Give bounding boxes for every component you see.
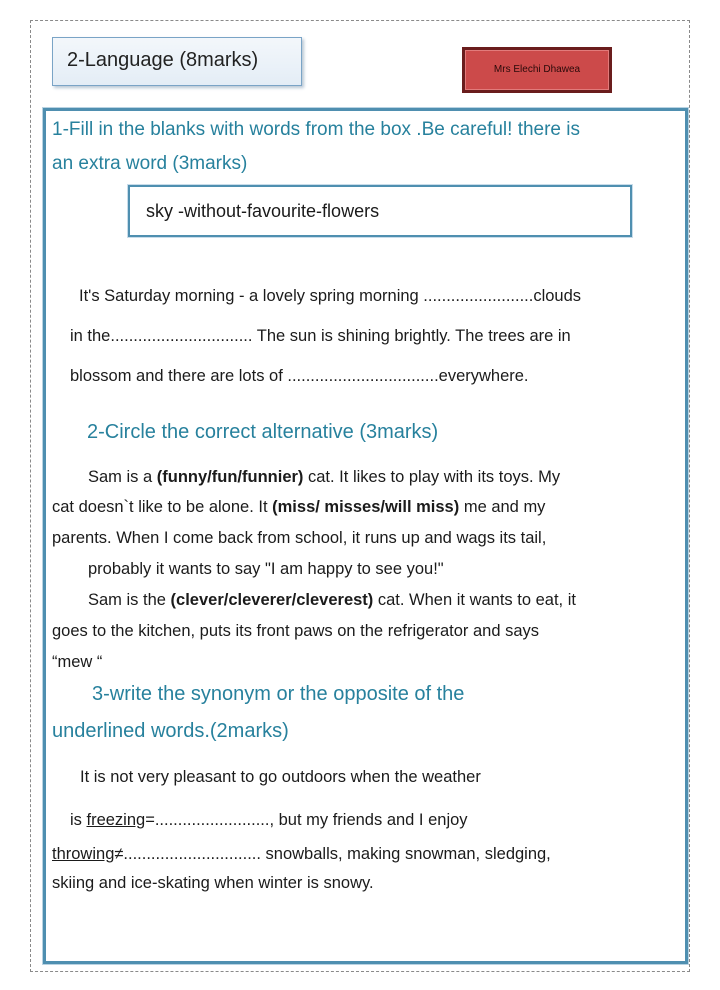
exercise2-line-7: “mew “: [52, 653, 103, 671]
text: ≠.............................. snowballs, making snowman, sledging,: [114, 845, 551, 863]
exercise1-line-2: in the............................... The sun is shining brightly. The trees are in: [70, 327, 571, 345]
underlined-word-freezing: freezing: [86, 811, 146, 829]
exercise1-heading-line1: 1-Fill in the blanks with words from the box .Be careful! there is: [52, 119, 581, 140]
exercise2-line-3: parents. When I come back from school, it runs up and wags its tail,: [52, 529, 547, 547]
exercise3-heading-line2: underlined words.(2marks): [52, 720, 289, 742]
teacher-name-badge: Mrs Elechi Dhawea: [462, 47, 612, 93]
text: is: [70, 811, 87, 829]
text: cat. When it wants to eat, it: [373, 591, 576, 609]
exercise2-line-5: [88, 591, 576, 610]
exercise3-line-4: skiing and ice-skating when winter is snowy.: [52, 874, 374, 892]
text: me and my: [459, 498, 546, 516]
section-title: 2-Language (8marks): [52, 37, 302, 86]
exercise2-line-6: goes to the kitchen, puts its front paws on the refrigerator and says: [52, 622, 540, 640]
word-box: sky -without-favourite-flowers: [128, 185, 632, 237]
alternatives-1: (funny/fun/funnier): [156, 468, 304, 486]
text: Sam is a: [88, 468, 157, 486]
exercise2-line-2: [52, 498, 545, 517]
exercise1-line-1: It's Saturday morning - a lovely spring morning ........................clouds: [79, 287, 582, 305]
exercise3-line-2: [70, 811, 468, 830]
text: =........................., but my friends and I enjoy: [145, 811, 468, 829]
exercise3-line-1: It is not very pleasant to go outdoors when the weather: [80, 768, 481, 786]
text: cat. It likes to play with its toys. My: [303, 468, 561, 486]
exercise2-line-4: probably it wants to say "I am happy to see you!": [88, 560, 444, 578]
exercise2-line-1: [88, 468, 560, 487]
exercise2-heading: 2-Circle the correct alternative (3marks): [87, 421, 439, 443]
exercise1-heading-line2: an extra word (3marks): [52, 153, 248, 174]
exercise3-line-3: [52, 845, 551, 864]
exercise3-heading-line1: 3-write the synonym or the opposite of the: [92, 683, 465, 705]
exercise1-line-3: blossom and there are lots of .................................everywhere.: [70, 367, 529, 385]
underlined-word-throwing: throwing: [52, 845, 115, 863]
alternatives-3: (clever/cleverer/cleverest): [170, 591, 374, 609]
alternatives-2: (miss/ misses/will miss): [272, 498, 460, 516]
text: Sam is the: [88, 591, 171, 609]
text: cat doesn`t like to be alone. It: [52, 498, 273, 516]
